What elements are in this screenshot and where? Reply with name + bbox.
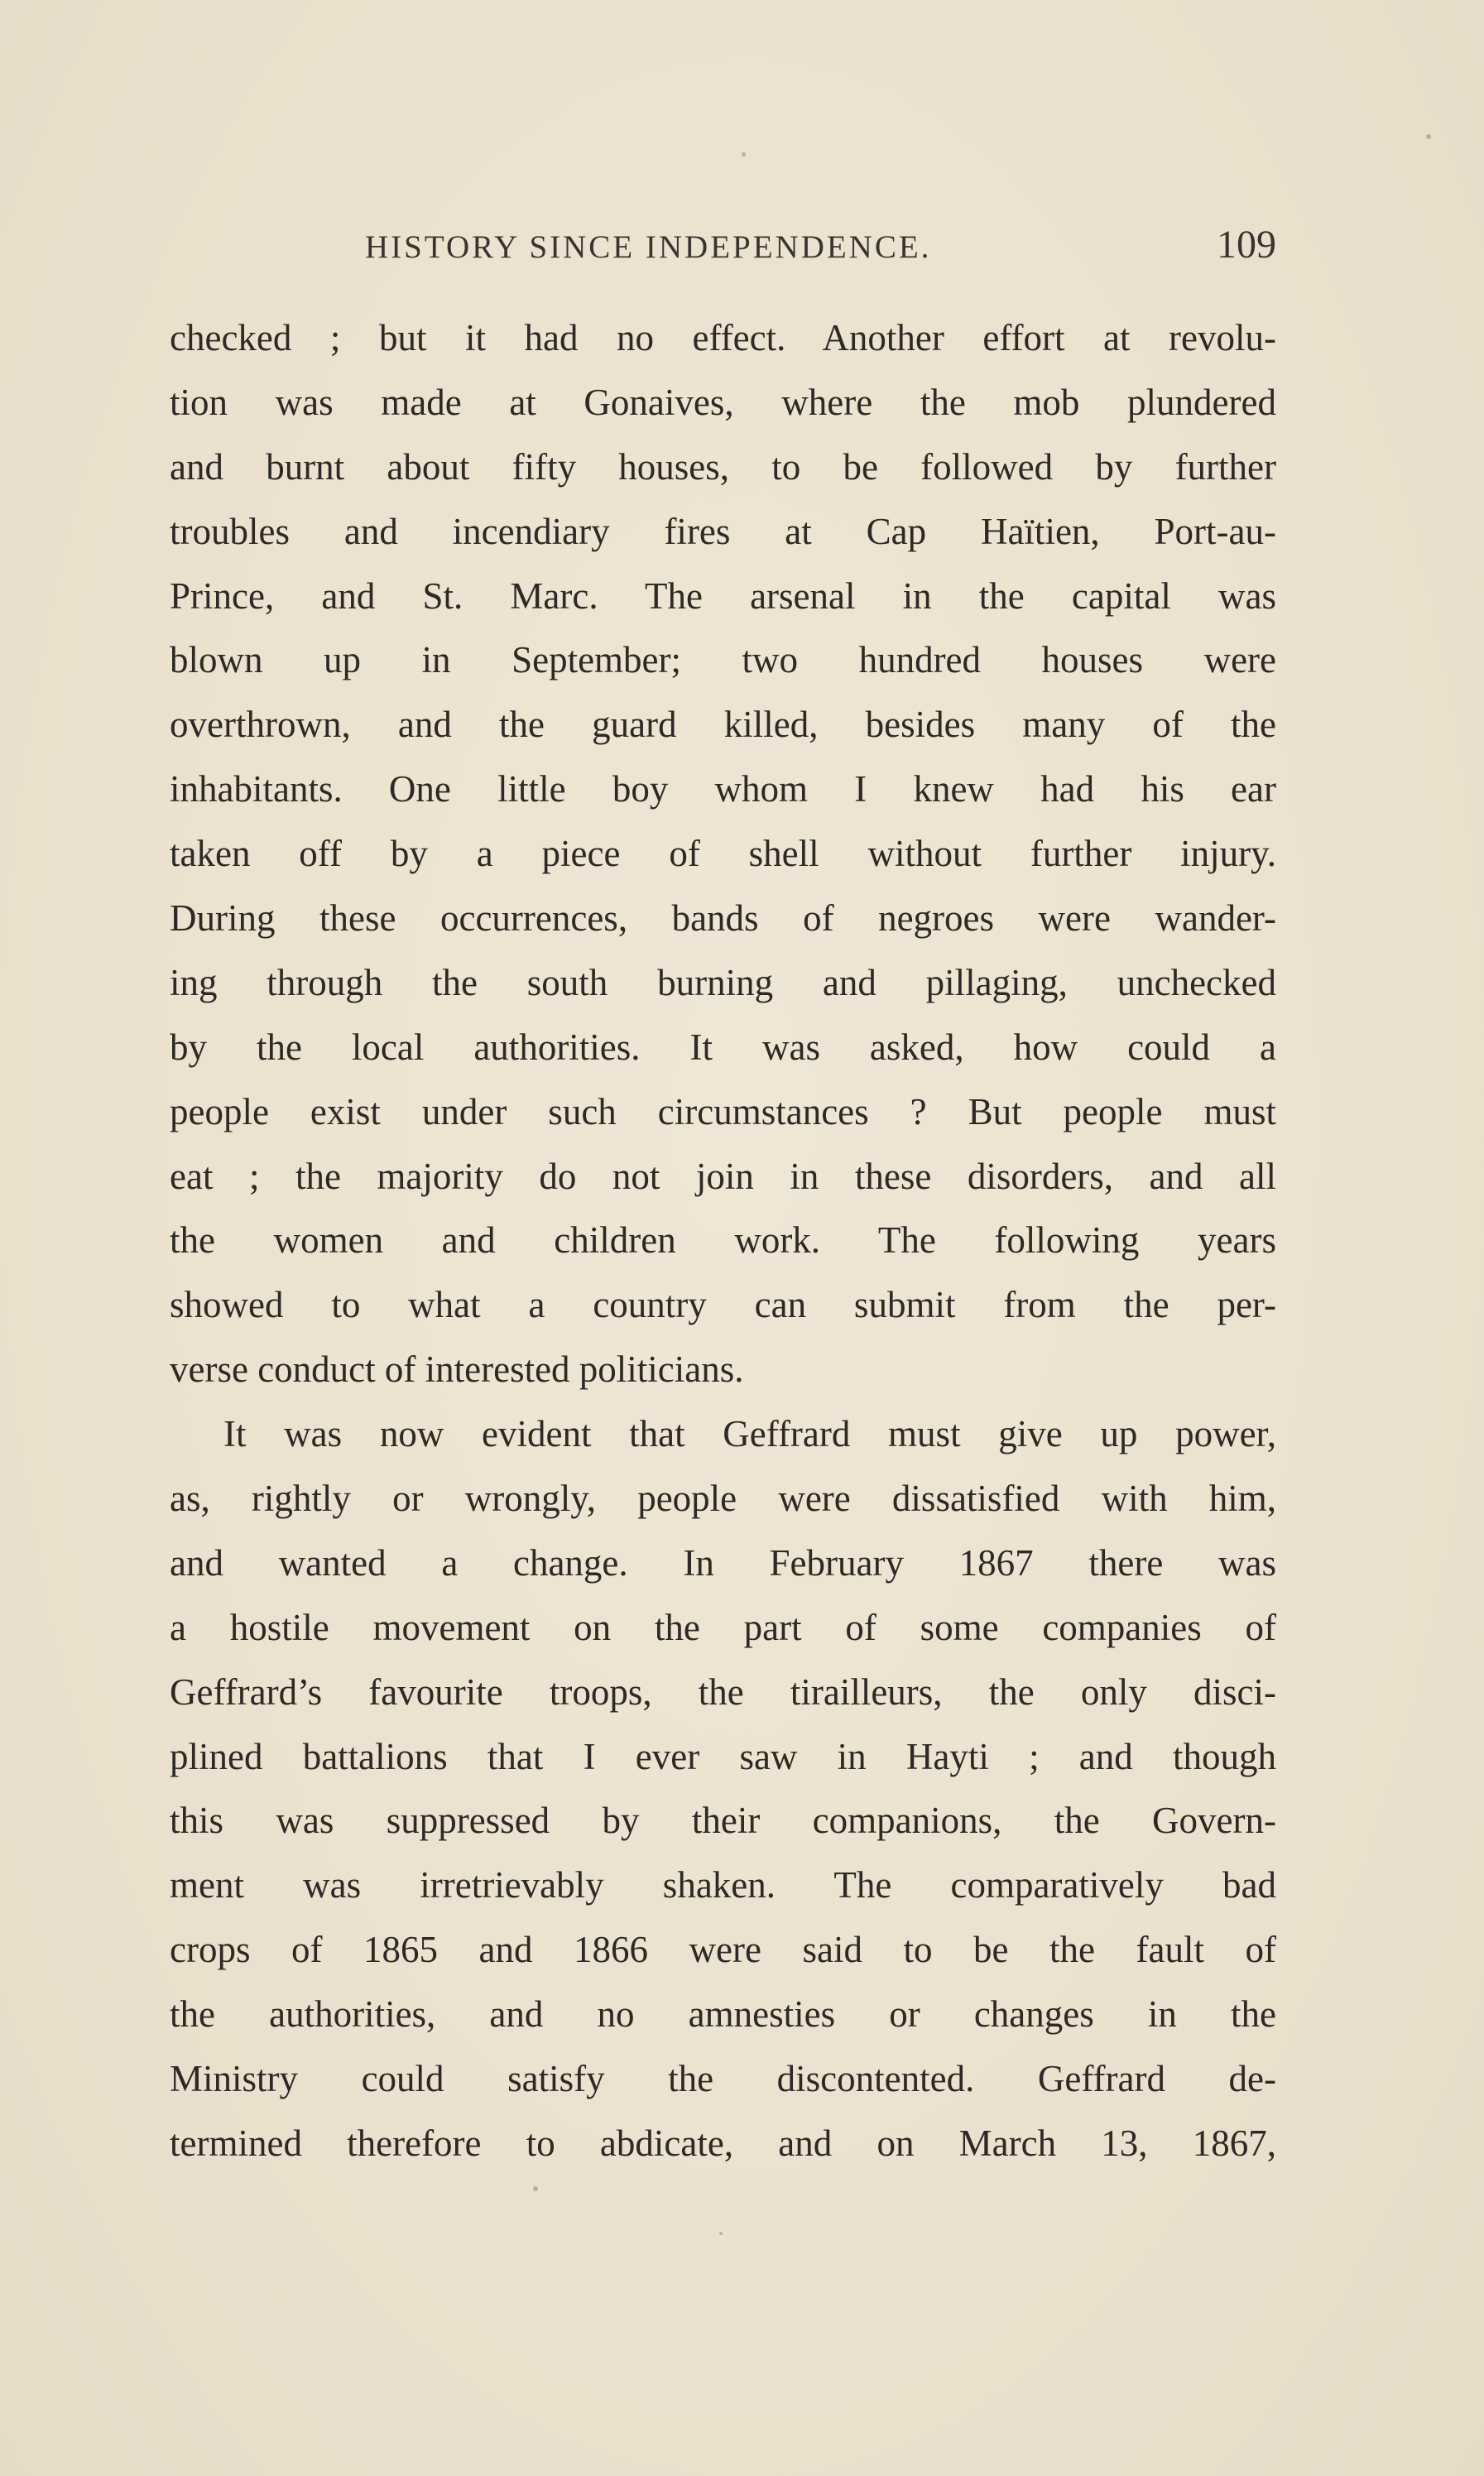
paragraph-end-line: verse conduct of interested politicians. <box>170 1349 744 1391</box>
text-line: inhabitants. One little boy whom I knew had his ear <box>170 768 1276 810</box>
text-line: as, rightly or wrongly, people were dissatisfied with him, <box>170 1478 1276 1520</box>
paper-speck <box>533 2186 538 2191</box>
paper-speck <box>742 152 746 156</box>
text-line: ing through the south burning and pillaging, unchecked <box>170 961 1276 1003</box>
text-line: eat ; the majority do not join in these disorders, and all <box>170 1155 1276 1197</box>
text-line: the women and children work. The following years <box>170 1219 1276 1262</box>
text-line: plined battalions that I ever saw in Hayti ; and though <box>170 1735 1276 1777</box>
running-head: HISTORY SINCE INDEPENDENCE. <box>365 229 932 265</box>
paper-speck <box>719 2232 723 2235</box>
page-number: 109 <box>1217 223 1276 267</box>
text-line: tion was made at Gonaives, where the mob plundered <box>170 381 1276 423</box>
text-line: blown up in September; two hundred houses were <box>170 639 1276 681</box>
text-line: Geffrard’s favourite troops, the tirailleurs, the only disci- <box>170 1671 1276 1713</box>
text-line: people exist under such circumstances ? But people must <box>170 1090 1276 1132</box>
text-line: Prince, and St. Marc. The arsenal in the capital was <box>170 575 1276 617</box>
paragraph-first-line: It was now evident that Geffrard must give up power, <box>223 1413 1276 1455</box>
text-line: ment was irretrievably shaken. The comparatively bad <box>170 1864 1276 1906</box>
paper-speck <box>1426 134 1431 139</box>
text-line: by the local authorities. It was asked, how could a <box>170 1026 1276 1068</box>
body-text <box>170 306 1276 2176</box>
text-line: this was suppressed by their companions, the Govern- <box>170 1800 1276 1842</box>
text-line: showed to what a country can submit from the per- <box>170 1284 1276 1326</box>
text-line: Ministry could satisfy the discontented. Geffrard de- <box>170 2058 1276 2100</box>
text-line: taken off by a piece of shell without further injury. <box>170 833 1276 875</box>
text-line: During these occurrences, bands of negroes were wander- <box>170 897 1276 940</box>
text-line: and wanted a change. In February 1867 there was <box>170 1541 1276 1584</box>
text-line: troubles and incendiary fires at Cap Haïtien, Port-au- <box>170 510 1276 552</box>
text-line: the authorities, and no amnesties or changes in the <box>170 1993 1276 2036</box>
text-line: checked ; but it had no effect. Another effort at revolu- <box>170 317 1276 358</box>
text-line: termined therefore to abdicate, and on March 13, 1867, <box>170 2122 1276 2164</box>
page-header <box>170 222 1276 280</box>
text-line: overthrown, and the guard killed, besides many of the <box>170 704 1276 746</box>
text-line: a hostile movement on the part of some companies of <box>170 1606 1276 1648</box>
text-line: crops of 1865 and 1866 were said to be the fault of <box>170 1929 1276 1971</box>
text-line: and burnt about fifty houses, to be followed by further <box>170 445 1276 488</box>
